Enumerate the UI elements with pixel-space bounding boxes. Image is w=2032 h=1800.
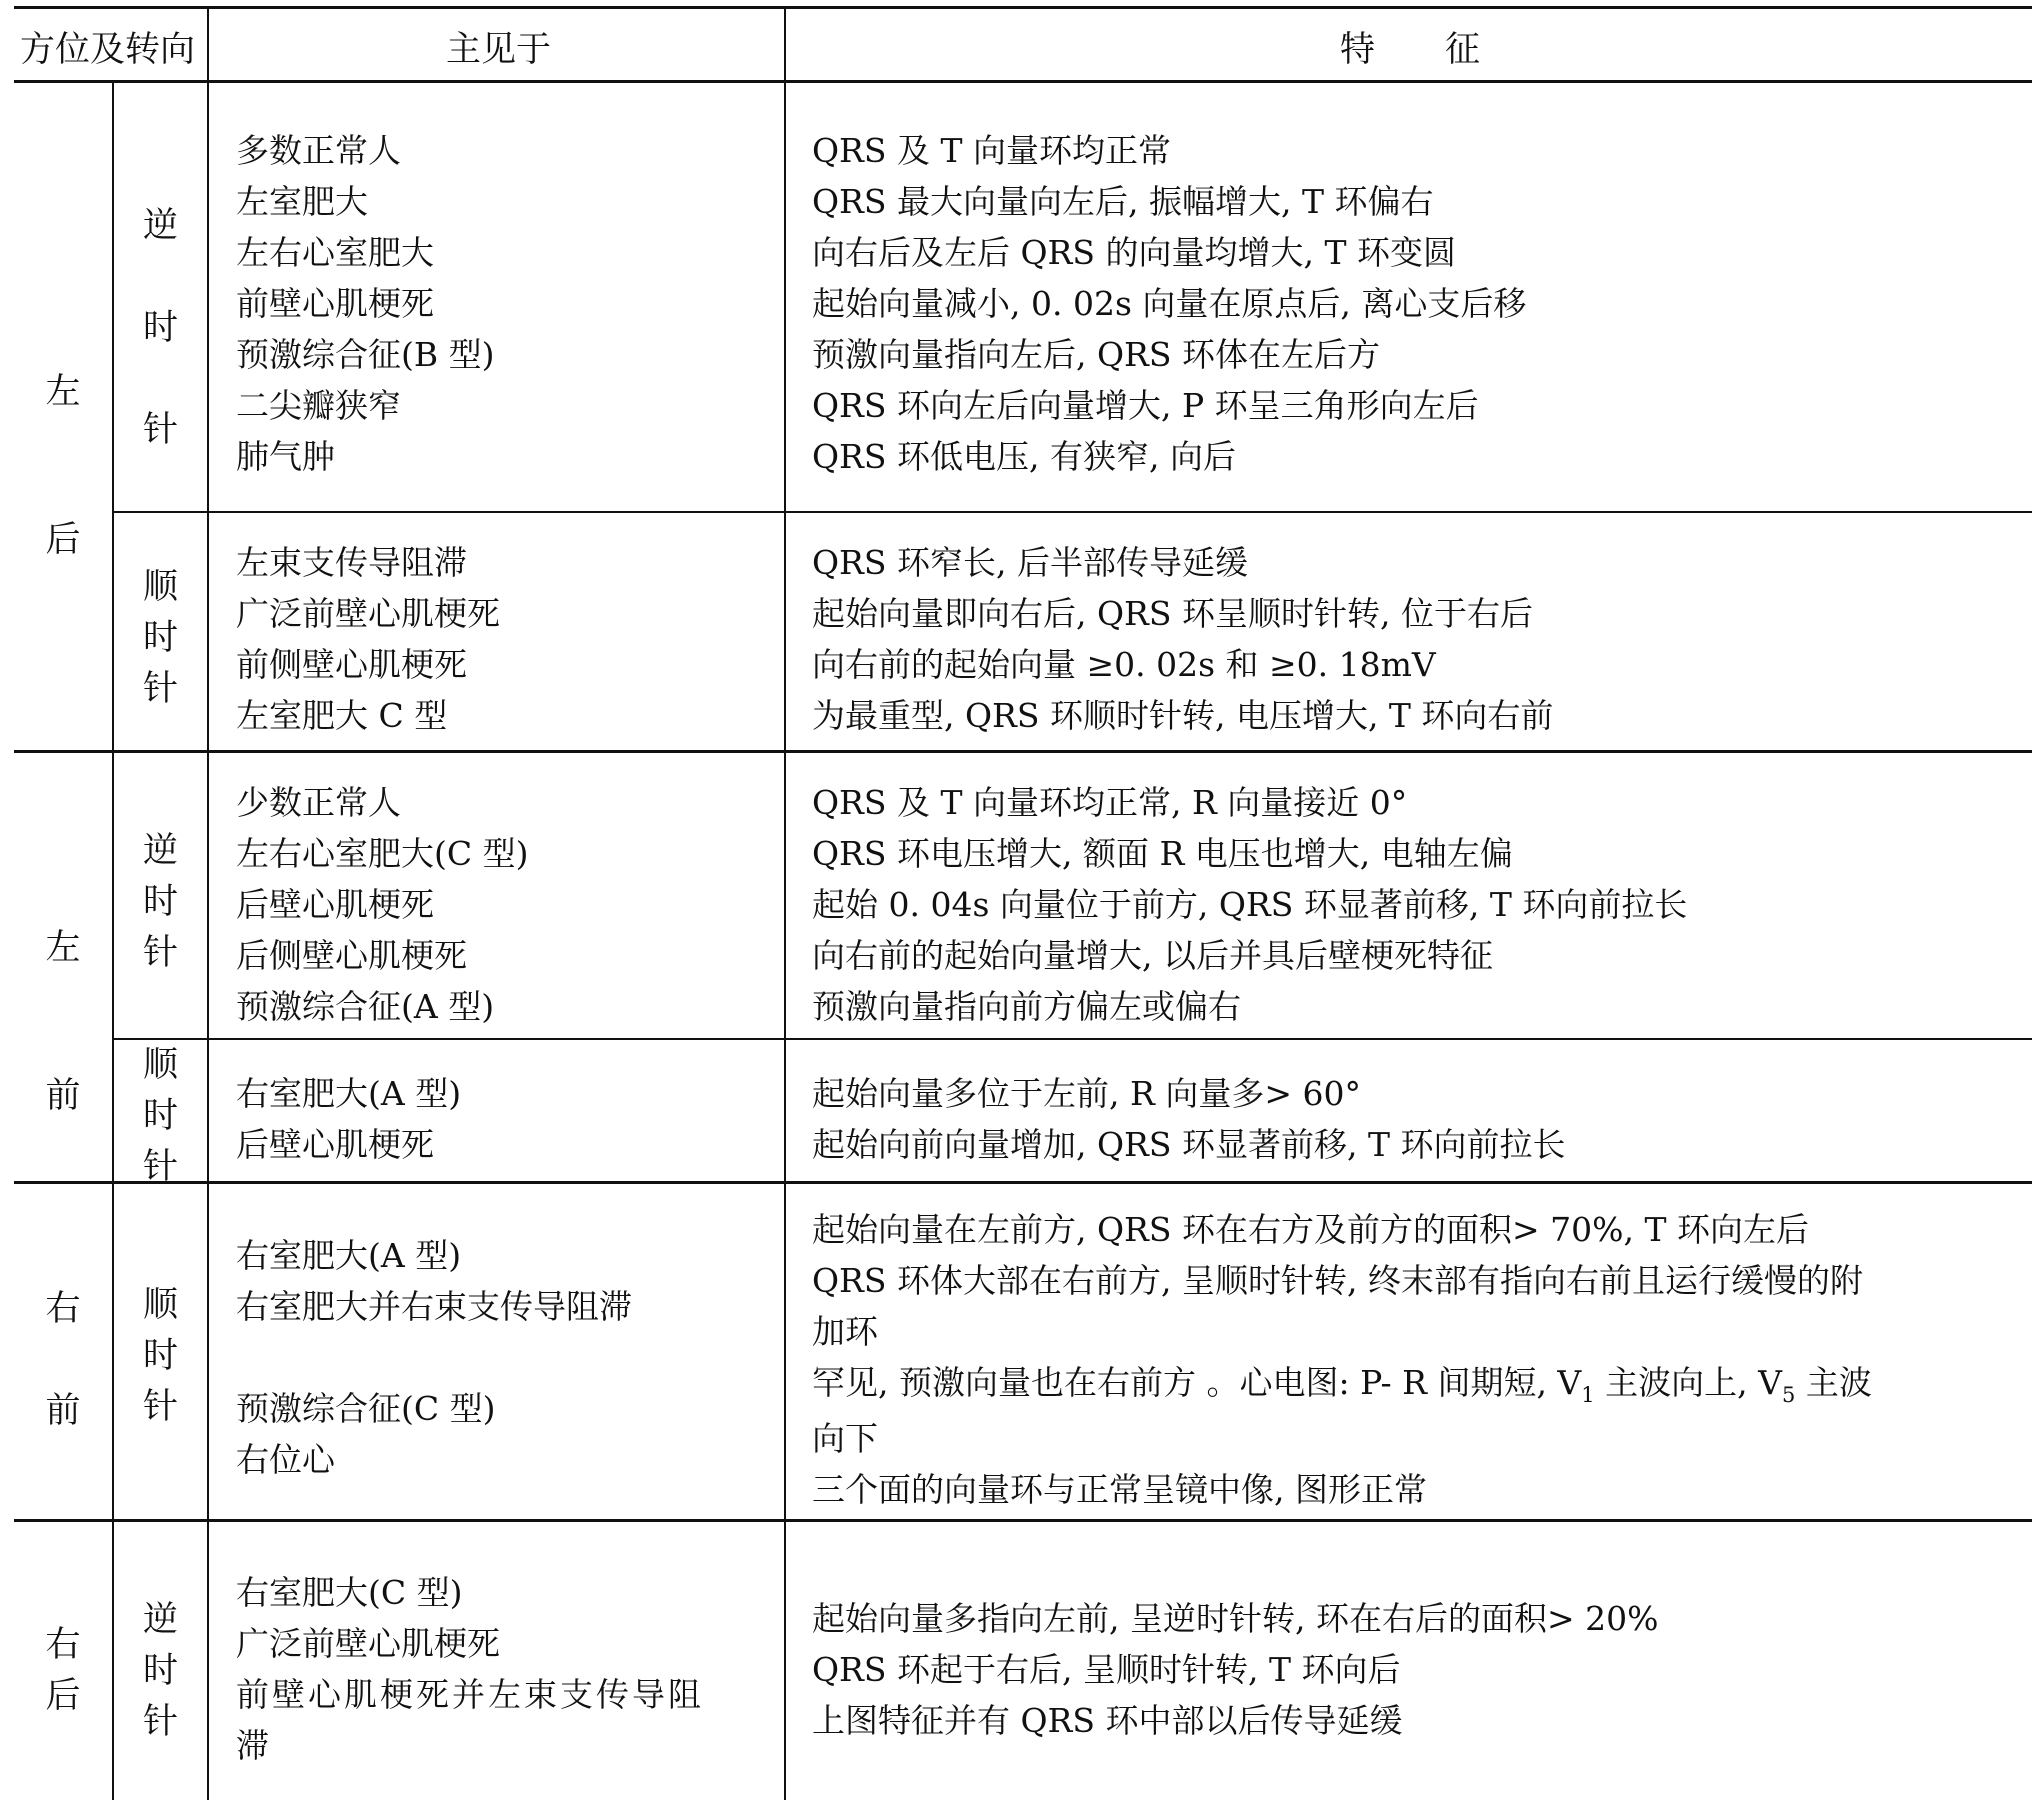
header-seen-in: 主见于 xyxy=(446,30,552,70)
features-cell xyxy=(812,1068,1565,1170)
cause-item: 左束支传导阻滞 xyxy=(236,543,467,582)
rotation-cell xyxy=(114,826,207,979)
document-table xyxy=(14,0,2032,1800)
cause-item: 右室肥大(C 型) xyxy=(236,1573,463,1612)
feature-item: 起始向量在左前方, QRS 环在右方及前方的面积> 70%, T 环向左后 xyxy=(812,1210,1809,1249)
top-rule xyxy=(14,6,2032,9)
cause-item: 前壁心肌梗死 xyxy=(236,284,434,323)
col-rule-causes xyxy=(784,6,786,1800)
header-direction-rotation: 方位及转向 xyxy=(20,30,196,70)
feature-item: QRS 及 T 向量环均正常 xyxy=(812,131,1171,170)
feature-item: 向下 xyxy=(812,1419,878,1458)
feature-item: QRS 环电压增大, 额面 R 电压也增大, 电轴左偏 xyxy=(812,834,1513,873)
features-cell xyxy=(812,1204,1872,1515)
feature-item: 起始向前向量增加, QRS 环显著前移, T 环向前拉长 xyxy=(812,1125,1566,1164)
rotation-char: 针 xyxy=(142,1147,178,1181)
feature-item-ecg xyxy=(812,1357,1872,1413)
feature-item: 起始向量即向右后, QRS 环呈顺时针转, 位于右后 xyxy=(812,594,1533,633)
rotation-cell xyxy=(114,562,207,715)
direction-cell xyxy=(14,1258,112,1462)
cause-item: 左右心室肥大 xyxy=(236,233,434,272)
cause-item: 右位心 xyxy=(236,1440,335,1479)
cause-item: 左室肥大 C 型 xyxy=(236,696,448,735)
cause-item: 右室肥大(A 型) xyxy=(236,1236,462,1275)
direction-char: 右 xyxy=(45,1289,81,1329)
cause-item: 前壁心肌梗死并左束支传导阻 xyxy=(236,1675,704,1714)
ecg-subscript-5: 5 xyxy=(1781,1383,1796,1407)
feature-item: QRS 环窄长, 后半部传导延缓 xyxy=(812,543,1248,582)
cause-item: 二尖瓣狭窄 xyxy=(236,386,401,425)
cause-item: 预激综合征(A 型) xyxy=(236,987,495,1026)
cause-item: 预激综合征(B 型) xyxy=(236,335,495,374)
feature-item: 为最重型, QRS 环顺时针转, 电压增大, T 环向右前 xyxy=(812,696,1554,735)
direction-char: 左 xyxy=(45,372,81,412)
feature-item: QRS 及 T 向量环均正常, R 向量接近 0° xyxy=(812,783,1408,822)
causes-cell xyxy=(236,1567,704,1771)
direction-cell xyxy=(14,1620,112,1722)
rotation-char: 逆 xyxy=(142,831,178,871)
causes-cell xyxy=(236,537,500,741)
header-rule xyxy=(14,80,2032,83)
cause-item: 多数正常人 xyxy=(236,131,401,170)
cause-item: 右室肥大并右束支传导阻滞 xyxy=(236,1287,632,1326)
feature-item: 预激向量指向左后, QRS 环体在左后方 xyxy=(812,335,1380,374)
cause-item: 后侧壁心肌梗死 xyxy=(236,936,467,975)
ecg-subscript-1: 1 xyxy=(1581,1383,1595,1407)
features-cell xyxy=(812,537,1553,741)
feature-item: 向右后及左后 QRS 的向量均增大, T 环变圆 xyxy=(812,233,1456,272)
feature-item: 向右前的起始向量 ≥0. 02s 和 ≥0. 18mV xyxy=(812,645,1436,684)
rotation-cell xyxy=(114,175,207,481)
rotation-char: 顺 xyxy=(142,1045,178,1085)
causes-cell xyxy=(236,1068,461,1170)
rotation-char: 针 xyxy=(142,933,178,973)
direction-cell xyxy=(14,318,112,614)
header-features: 特 征 xyxy=(1340,30,1481,70)
rotation-char: 时 xyxy=(142,882,178,922)
rotation-char: 针 xyxy=(142,410,178,450)
features-cell xyxy=(812,777,1687,1032)
ecg-text-end: 主波 xyxy=(1795,1363,1872,1402)
rotation-char: 顺 xyxy=(142,1285,178,1325)
cause-item: 前侧壁心肌梗死 xyxy=(236,645,467,684)
row-rule xyxy=(114,511,2032,513)
row-rule xyxy=(114,1038,2032,1040)
direction-char: 后 xyxy=(45,1676,81,1716)
direction-char: 左 xyxy=(45,928,81,968)
rotation-char: 逆 xyxy=(142,1600,178,1640)
rotation-cell xyxy=(114,1595,207,1748)
feature-item: 起始向量多指向左前, 呈逆时针转, 环在右后的面积> 20% xyxy=(812,1599,1659,1638)
cause-item: 肺气肿 xyxy=(236,437,335,476)
direction-char: 后 xyxy=(45,520,81,560)
cause-item: 后壁心肌梗死 xyxy=(236,1125,434,1164)
feature-item: QRS 环低电压, 有狭窄, 向后 xyxy=(812,437,1236,476)
feature-item: QRS 环向左后向量增大, P 环呈三角形向左后 xyxy=(812,386,1479,425)
feature-item: QRS 环起于右后, 呈顺时针转, T 环向后 xyxy=(812,1650,1401,1689)
rotation-char: 逆 xyxy=(142,206,178,246)
direction-char: 前 xyxy=(45,1076,81,1116)
cause-item: 少数正常人 xyxy=(236,783,401,822)
rotation-char: 时 xyxy=(142,308,178,348)
cause-item: 左右心室肥大(C 型) xyxy=(236,834,529,873)
features-cell xyxy=(812,125,1526,482)
feature-item: 加环 xyxy=(812,1312,878,1351)
features-cell xyxy=(812,1593,1658,1746)
cause-item: 广泛前壁心肌梗死 xyxy=(236,594,500,633)
cause-item: 滞 xyxy=(236,1726,269,1765)
feature-item: 起始向量多位于左前, R 向量多> 60° xyxy=(812,1074,1361,1113)
feature-item: 上图特征并有 QRS 环中部以后传导延缓 xyxy=(812,1701,1403,1740)
ecg-text-mid: 主波向上, V xyxy=(1594,1363,1782,1402)
causes-cell xyxy=(236,125,495,482)
direction-char: 右 xyxy=(45,1625,81,1665)
feature-item: 三个面的向量环与正常呈镜中像, 图形正常 xyxy=(812,1470,1427,1509)
rotation-char: 针 xyxy=(142,669,178,709)
cause-item: 预激综合征(C 型) xyxy=(236,1389,496,1428)
feature-item: QRS 环体大部在右前方, 呈顺时针转, 终末部有指向右前且运行缓慢的附 xyxy=(812,1261,1863,1300)
rotation-cell xyxy=(114,1280,207,1433)
rotation-char: 时 xyxy=(142,1096,178,1136)
cause-item: 广泛前壁心肌梗死 xyxy=(236,1624,500,1663)
rotation-char: 时 xyxy=(142,1651,178,1691)
rotation-char: 针 xyxy=(142,1387,178,1427)
ecg-text: 罕见, 预激向量也在右前方 。心电图: P- R 间期短, V xyxy=(812,1363,1582,1402)
cause-item: 左室肥大 xyxy=(236,182,368,221)
direction-cell xyxy=(14,874,112,1170)
direction-char: 前 xyxy=(45,1391,81,1431)
cause-item xyxy=(236,1332,632,1383)
causes-cell xyxy=(236,1230,632,1485)
feature-item: 向右前的起始向量增大, 以后并具后壁梗死特征 xyxy=(812,936,1493,975)
group-rule xyxy=(14,750,2032,753)
feature-item: 起始 0. 04s 向量位于前方, QRS 环显著前移, T 环向前拉长 xyxy=(812,885,1688,924)
rotation-char: 顺 xyxy=(142,567,178,607)
rotation-cell xyxy=(114,1040,207,1181)
rotation-char: 针 xyxy=(142,1702,178,1742)
col-rule-rotation xyxy=(207,6,209,1800)
group-rule xyxy=(14,1519,2032,1522)
feature-item: 预激向量指向前方偏左或偏右 xyxy=(812,987,1241,1026)
rotation-char: 时 xyxy=(142,618,178,658)
feature-item: 起始向量减小, 0. 02s 向量在原点后, 离心支后移 xyxy=(812,284,1527,323)
rotation-char: 时 xyxy=(142,1336,178,1376)
cause-item: 右室肥大(A 型) xyxy=(236,1074,462,1113)
group-rule xyxy=(14,1181,2032,1184)
cause-item: 后壁心肌梗死 xyxy=(236,885,434,924)
causes-cell xyxy=(236,777,529,1032)
feature-item: QRS 最大向量向左后, 振幅增大, T 环偏右 xyxy=(812,182,1434,221)
